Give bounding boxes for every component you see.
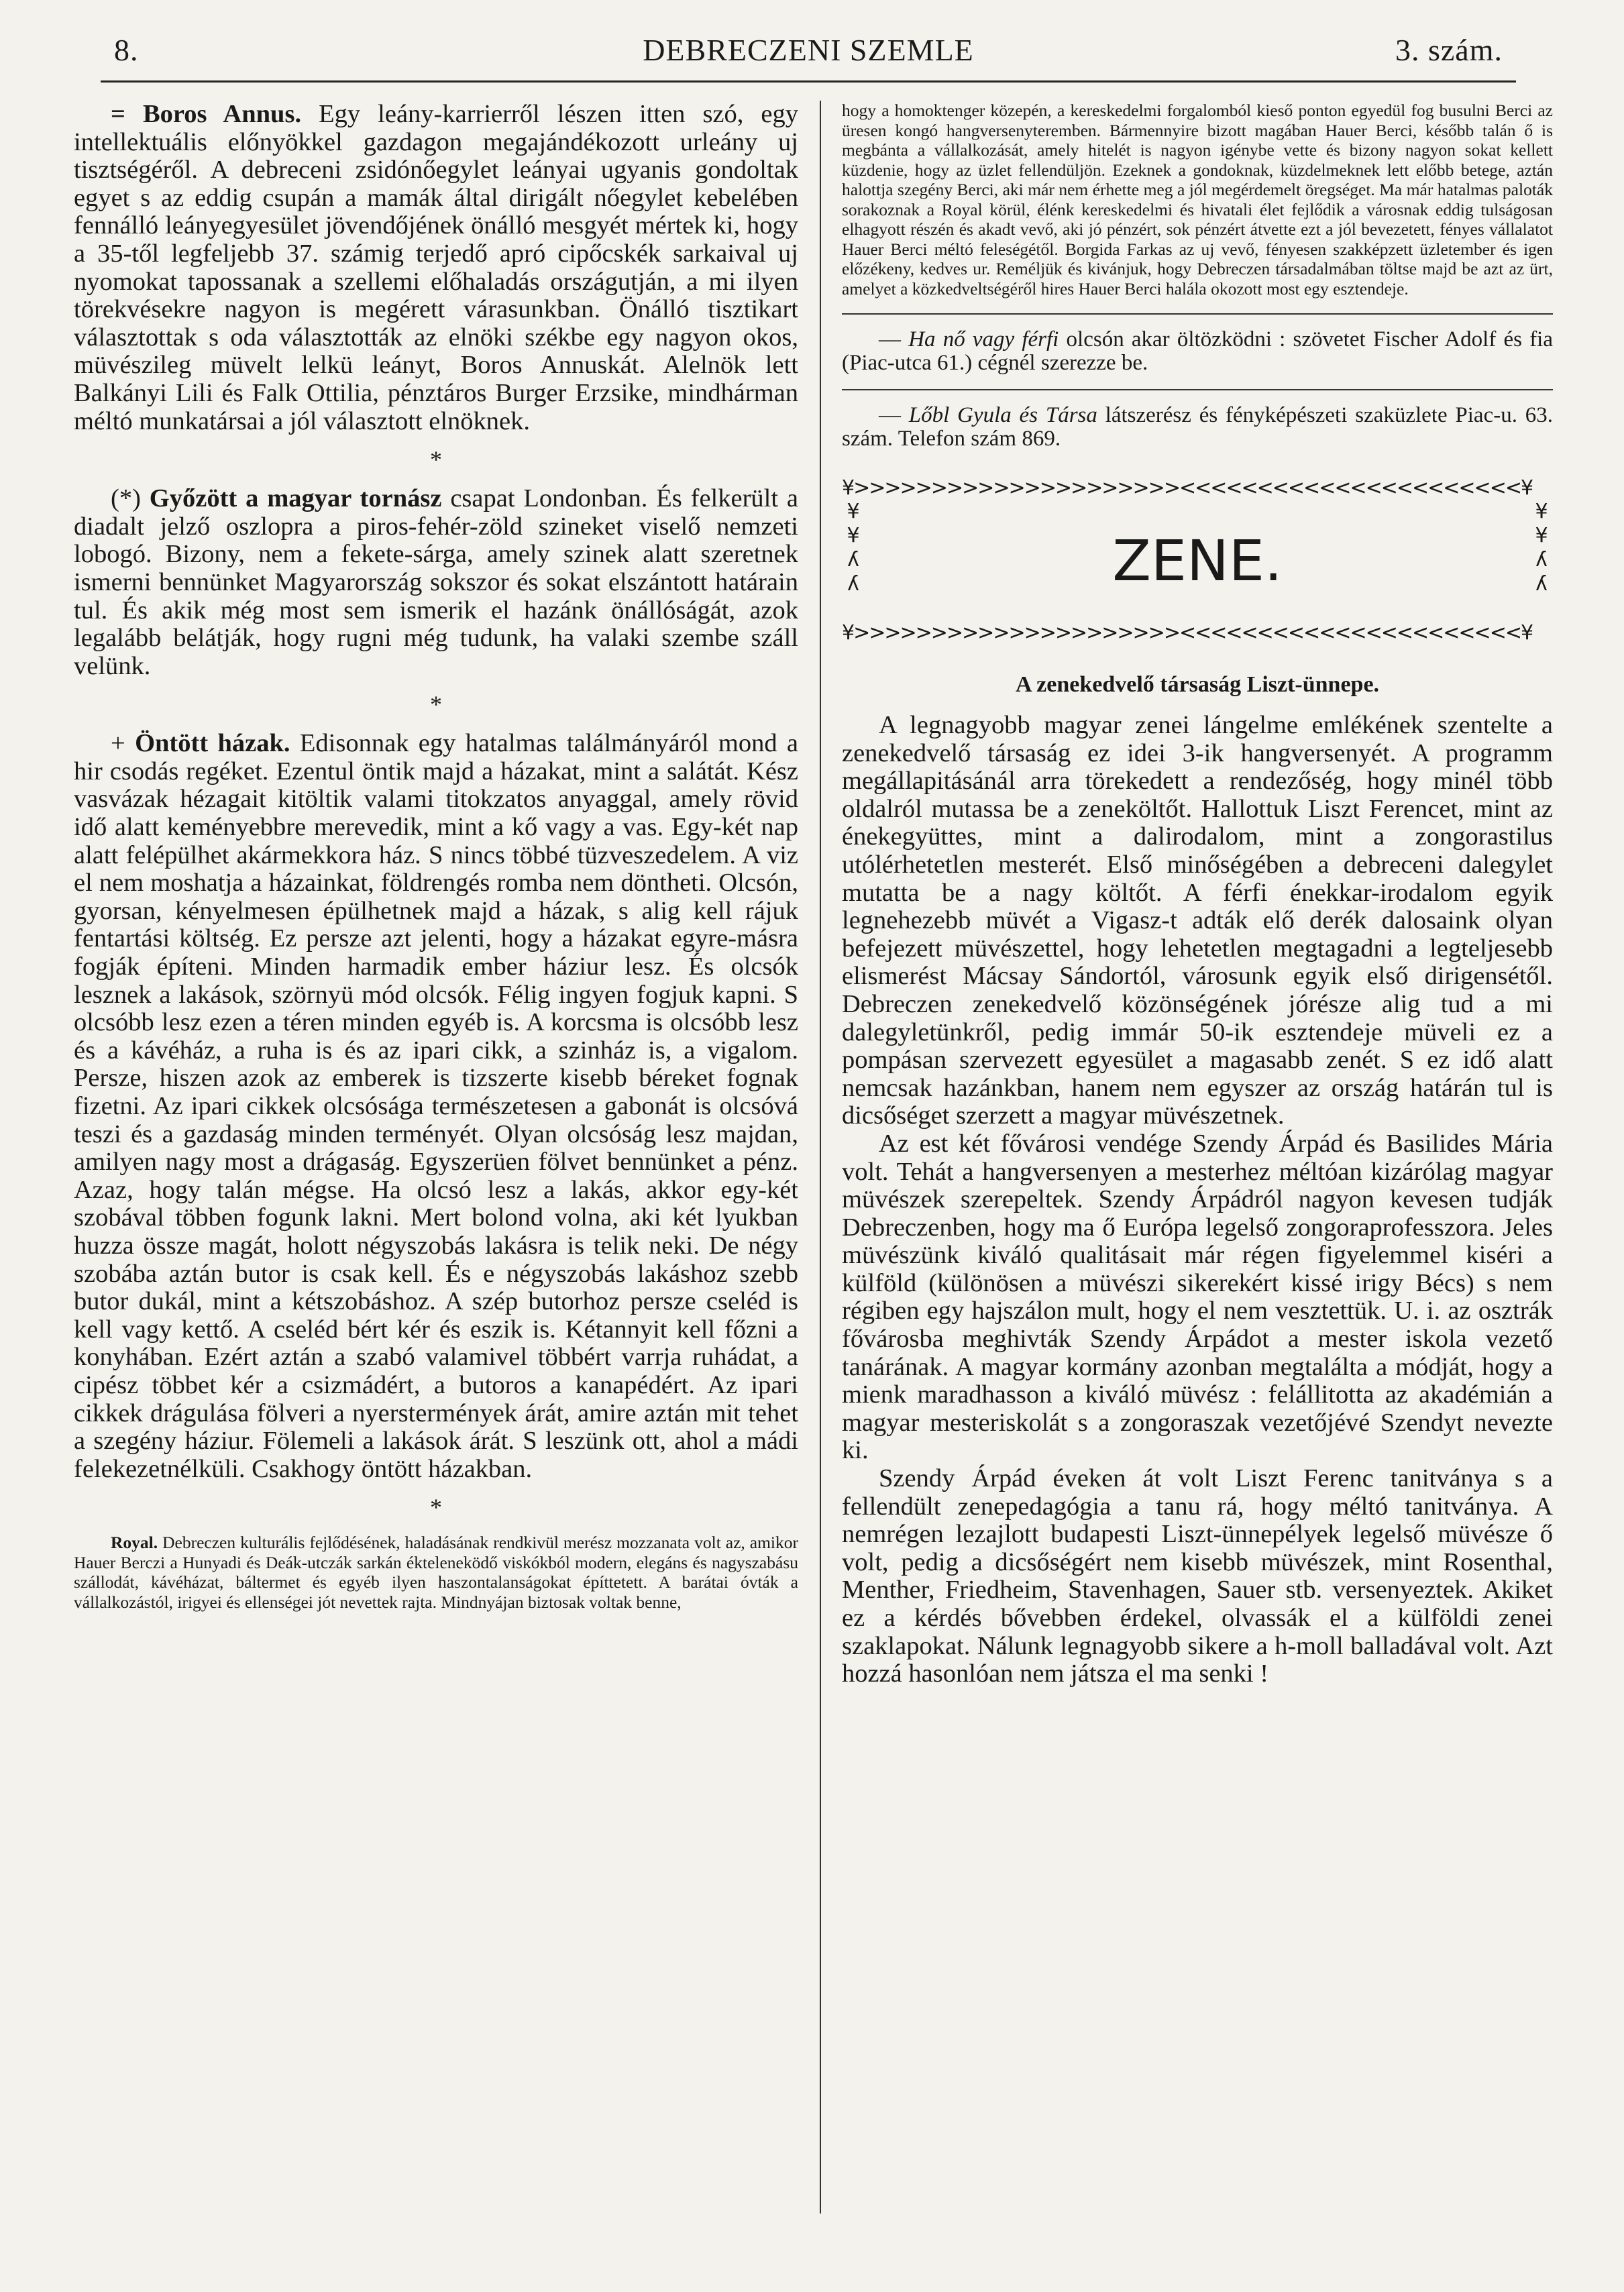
article-royal-continued: hogy a homoktenger közepén, a kereskedelmi forgalomból kieső ponton egyedül fog busulni Berci az üresen kongó hangversenyteremben. Bármennyire bizott magában Hauer Berci, később talán ő is megbánta a vállalkozását, amely hitelét is nagyon igénybe vette és bizony nagyon sokat kellett küzdenie, hogy az üzlet fellendüljön. Ezeknek a gondoknak, küzdelmeknek lett előbb betege, aztán halottja szegény Berci, aki már nem érhette meg a jól megérdemelt öregséget. Ma már hatalmas paloták sorakoznak a Royal körül, élénk kereskedelmi és hivatali élet fejlődik a városnak eddig tulságosan elhagyott részén és akadt vevő, aki jó pénzért, sok pénzért átvette ezt a jól bevezetett, fényes vállalatot Hauer Berci méltó feleségétől. Borgida Farkas az uj vevő, fényesen szakképzett üzletember és igen előzékeny, kedves ur. Reméljük és kivánjuk, hogy Debreczen társadalmában töltse majd be azt az ürt, amelyet a közkedveltségéről hires Hauer Berci halála okozott most egy esztendeje. xyxy=(842,101,1553,298)
column-divider xyxy=(820,101,821,2214)
article-paragraph: Az est két fővárosi vendége Szendy Árpád és Basilides Mária volt. Tehát a hangversenyen a mesterhez méltóan kizárólag magyar müvészek szerepeltek. Szendy Árpádról nagyon kevesen tudják Debreczenben, hogy ma ő Európa legelső zongoraprofesszora. Jeles müvészünk kiváló qualitásait már régen figyelemmel kiséri a külföld (különösen a müvészi sikerekért kissé irigy Bécs) s nem régiben egy hajszálon mult, hogy el nem vesztettük. U. i. az osztrák fővárosba meghivták Szendy Árpádot a mester iskola vezető tanárának. A magyar kormány azonban megtalálta a módját, hogy a mienk maradhasson a kiváló müvész : felállitotta az akadémián a magyar mesteriskolát s a zongoraszak vezetőjévé Szendyt nevezte ki. xyxy=(842,1129,1553,1465)
article-paragraph: Szendy Árpád éveken át volt Liszt Ferenc tanitványa s a fellendült zenepedagógia a tanu rá, hogy méltó tanitványa. A nemrégen lezajlott budapesti Liszt-ünnepélyek legelső müvésze ő volt, pedig a dicsőségért nem kisebb müvészek, mint Rosenthal, Menther, Friedheim, Stavenhagen, Sauer stb. versenyeztek. Akiket ez a kérdés bővebben érdekel, olvassák el a külföldi zenei szaklapokat. Nálunk legnagyobb sikere a h-moll balladával volt. Azt hozzá hasonlóan nem játsza el ma senki ! xyxy=(842,1464,1553,1688)
right-column xyxy=(842,101,1553,1688)
article-lead: Öntött házak. xyxy=(125,729,290,758)
article-prefix: + xyxy=(111,729,125,758)
article-lead: = Boros Annus. xyxy=(111,100,302,128)
article-text: Edisonnak egy hatalmas találmányáról mond a hir csodás regéket. Ezentul öntik majd a házakat, mint a salátát. Kész vasvázak hézagait kitöltik valami titokzatos anyaggal, amely rövid idő alatt keményebbre merevedik, mint a kő vagy a vas. Egy-két nap alatt felépülhet akármekkora ház. S nincs többé tüzveszedelem. A viz el nem moshatja a házainkat, földrengés romba nem döntheti. Olcsón, gyorsan, kényelmesen épülhetnek majd a házak, s alig kell rájuk fentartási költség. Ez persze azt jelenti, hogy a házakat egyre-másra fogják építeni. Minden harmadik ember háziur lesz. És olcsók lesznek a lakások, szörnyü mód olcsók. Félig ingyen fogjuk kapni. S olcsóbb lesz ezen a téren minden egyéb is. A korcsma is olcsóbb lesz és a kávéház, a ruha is és az ipari cikk, a szinház is, a vigalom. Persze, hiszen azok az emberek is tizszerte kisebb béreket fognak fizetni. Az ipari cikkek olcsósága természetesen a gabonát is olcsóvá teszi és a gazdaság minden terményét. Olyan olcsóság lesz majdan, amilyen nagy most a drágaság. Egyszerüen fölvet bennünket a pénz. Azaz, hogy talán mégse. Ha olcsó lesz a lakás, akkor egy-két szobával többen fogunk lakni. Mert bolond volna, aki két lyukban huzza össze magát, holott négyszobás lakásra is telik neki. De négy szobába aztán butor is csak kell. És e négyszobás lakáshoz szebb butor dukál, mint a kétszobáshoz. A szép butorhoz persze cseléd is kell vagy kettő. A cseléd bért kér és eszik is. Kétannyit kell főzni a konyhában. Ezért aztán a szabó valamivel többért varrja ruhádat, a cipész többet kér a csizmádért, a butoros a kanapédért. Az ipari cikkek drágulása fölveri a nyerstermények árát, amire aztán mit tehet a szegény háziur. Fölemeli a lakások árát. S leszünk ott, ahol a mádi felekezetnélküli. Csakhogy öntött házakban. xyxy=(74,729,799,1483)
section-star: * xyxy=(430,691,442,718)
article-royal xyxy=(74,1533,798,1612)
article-ontott-hazak xyxy=(74,730,798,1483)
article-prefix: (*) xyxy=(111,484,141,513)
article-paragraph: A legnagyobb magyar zenei lángelme emlékének szentelte a zenekedvelő társaság ez idei 3-ik hangversenyét. A programm megállapitásánál arra törekedett a rendezőség, hogy minél több oldalról mutassa be a zeneköltőt. Hallottuk Liszt Ferencet, mint az énekegyüttes, mint a dalirodalom, mint a zongorastilus utólérhetetlen mesterét. Első minőségében a debreceni dalegylet mutatta be a nagy költőt. A férfi énekkar-irodalom egyik legnehezebb müvét a Vigasz-t adták elő derék dalosaink olyan befejezett müvészettel, hogy lehetetlen megtagadni a legteljesebb elismerést Mácsay Sándortól, városunk egyik első dirigensétől. Debreczen zenekedvelő közönségének jórésze alig tud a mi dalegyletünkről, pedig immár 50-ik esztendeje müveli ez a pompásan szervezett egyesület a magasabb zenét. S ez idő alatt nemcsak hazánkban, hanem nem egyszer az ország határán tul is dicsőséget szerzett a magyar müvészetnek. xyxy=(842,711,1553,1130)
section-star: * xyxy=(430,446,442,474)
advert-lead: Ha nő vagy férfi xyxy=(908,327,1059,351)
zene-section-banner xyxy=(842,477,1553,645)
article-boros-annus xyxy=(74,101,798,435)
divider xyxy=(842,313,1553,315)
page-number: 8. xyxy=(114,33,139,67)
advert-fischer xyxy=(842,328,1553,374)
article-title: A zenekedvelő társaság Liszt-ünnepe. xyxy=(1015,672,1380,697)
section-star: * xyxy=(430,1494,442,1521)
ornament-border-top: ¥>>>>>>>>>>>>>>>>>>>>><<<<<<<<<<<<<<<<<<<<<<¥ xyxy=(842,477,1533,500)
ornament-border-left: ¥ ¥ ʎ ʎ xyxy=(847,500,860,596)
article-lead: Royal. xyxy=(111,1533,158,1553)
masthead-title: DEBRECZENI SZEMLE xyxy=(643,33,974,67)
section-heading-zene: ZENE. xyxy=(1112,528,1283,594)
divider xyxy=(842,389,1553,390)
issue-number: 3. szám. xyxy=(1395,33,1503,67)
left-column xyxy=(74,101,798,1612)
ornament-border-bottom: ¥>>>>>>>>>>>>>>>>>>>>><<<<<<<<<<<<<<<<<<<<<<¥ xyxy=(842,622,1533,645)
article-text: Egy leány-karrierről lészen itten szó, egy intellektuális előnyökkel gazdagon megajándékozott urleány uj tisztségéről. A debreceni zsidónőegylet leányai ugyanis gondoltak egyet s az eddig csupán a mamák által dirigált nőegylet kebelében fennálló leányegyesület jövendőjének önálló mesgyét mértek ki, hogy a 35-től legfeljebb 37. számig terjedő apró cipőcskék sarkaival uj nyomokat tapossanak a szellemi előhaladás országutján, a mi ilyen törekvésekre nagyon is megérett várasunkban. Önálló tisztikart választottak s oda választották az elnöki székbe egy nagyon okos, müvészileg müvelt lelkü leányt, Boros Annuskát. Alelnök lett Balkányi Lili és Falk Ottilia, pénztáros Burger Erzsike, mindhárman méltó munkatársai a jól választott elnöknek. xyxy=(74,100,799,435)
article-tornasz xyxy=(74,485,798,680)
article-text: csapat Londonban. És felkerült a diadalt jelző oszlopra a piros-fehér-zöld szineket viselő nemzeti lobogó. Bizony, nem a fekete-sárga, amely szinek alatt szeretnek ismerni bennünket Magyarország sokszor és sokat elszántott határain tul. És akik még most sem ismerik el hazánk önállóságát, azok legalább belátják, hogy rugni még tudunk, ha valaki szembe száll velünk. xyxy=(74,484,799,680)
article-lead: Győzött a magyar tornász xyxy=(140,484,442,513)
advert-lobl xyxy=(842,404,1553,450)
advert-lead: Lőbl Gyula és Társa xyxy=(908,403,1097,427)
advert-prefix: — xyxy=(879,403,909,427)
advert-text: olcsón akar öltözködni : szövetet Fischer Adolf és fia (Piac-utca 61.) cégnél szerezze be. xyxy=(842,327,1553,375)
page-header xyxy=(101,27,1516,83)
article-text: Debreczen kulturális fejlődésének, haladásának rendkivül merész mozzanata volt az, amikor Hauer Berczi a Hunyadi és Deák-utczák sarkán ékteleneködő viskókból modern, elegáns és nagyszabásu szállodát, kávéházat, báltermet és egyéb ilyen haszontalanságokat építtetett. A barátai óvták a vállalkozástól, irigyei és ellenségei jót nevettek rajta. Mindnyájan biztosak voltak benne, xyxy=(74,1533,798,1612)
advert-text: látszerész és fényképészeti szaküzlete Piac-u. 63. szám. Telefon szám 869. xyxy=(842,403,1553,451)
ornament-border-right: ¥ ¥ ʎ ʎ xyxy=(1535,500,1548,596)
advert-prefix: — xyxy=(879,327,909,351)
